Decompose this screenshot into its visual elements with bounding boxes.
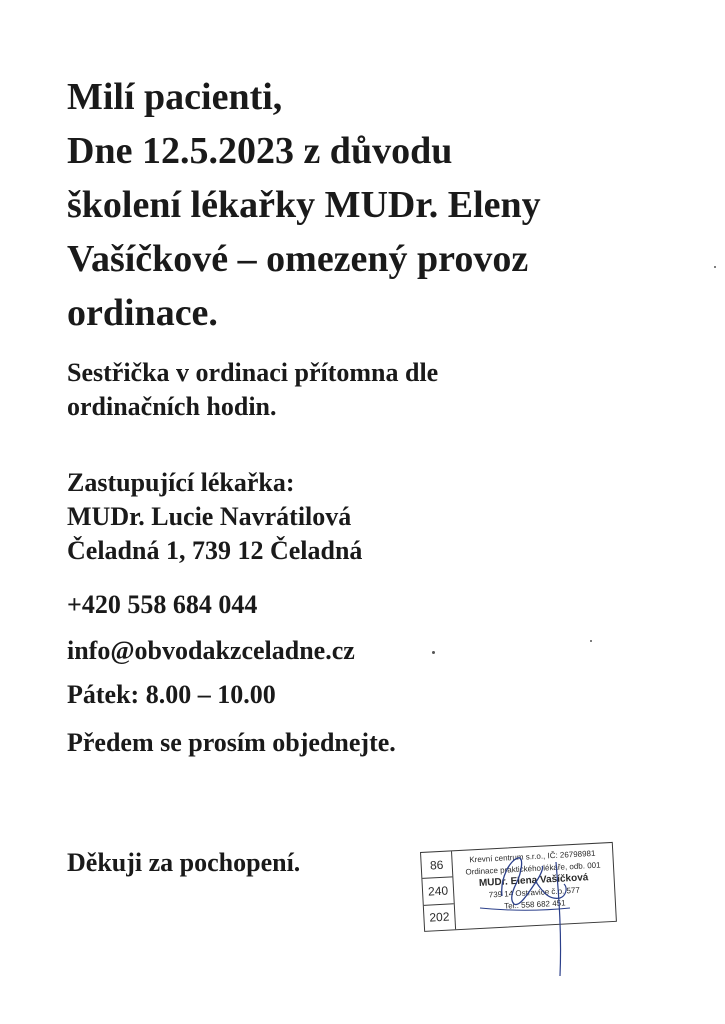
signature-icon: [440, 838, 610, 978]
heading-line-ordinace: ordinace.: [67, 292, 218, 334]
substitute-address: Čeladná 1, 739 12 Čeladná: [67, 536, 363, 565]
stamp-code: 240: [422, 878, 453, 906]
scan-speck: [714, 266, 716, 268]
booking-note: Předem se prosím objednejte.: [67, 728, 396, 757]
substitute-title: Zastupující lékařka:: [67, 468, 295, 497]
stamp-line-company: Krevní centrum s.r.o., IČ: 26798981: [469, 848, 596, 865]
nurse-note-line-2: ordinačních hodin.: [67, 392, 277, 421]
stamp-code: 86: [421, 851, 452, 879]
substitute-email: info@obvodakzceladne.cz: [67, 636, 355, 665]
stamp-line-office: Ordinace praktického lékaře, odb. 001: [465, 860, 601, 877]
heading-line-date: Dne 12.5.2023 z důvodu: [67, 130, 453, 172]
stamp-line-phone: Tel.: 558 682 451: [504, 898, 566, 911]
nurse-note: [67, 356, 438, 424]
stamp-code: 202: [429, 909, 450, 925]
heading-line-restriction: Vašíčkové – omezený provoz: [67, 238, 529, 280]
scan-speck: [590, 640, 592, 642]
substitute-name: MUDr. Lucie Navrátilová: [67, 502, 352, 531]
substitute-hours: Pátek: 8.00 – 10.00: [67, 680, 276, 709]
scan-speck: [432, 651, 435, 654]
notice-heading: [67, 70, 707, 340]
stamp-line-doctor: MUDr. Elena Vašíčková: [478, 872, 589, 889]
thanks-note: Děkuji za pochopení.: [67, 848, 301, 877]
heading-line-reason: školení lékařky MUDr. Eleny: [67, 184, 541, 226]
substitute-doctor-block: [67, 466, 362, 568]
substitute-phone: +420 558 684 044: [67, 590, 258, 619]
stamp-line-address: 739 14 Ostravice č.p. 577: [488, 885, 581, 900]
nurse-note-line-1: Sestřička v ordinaci přítomna dle: [67, 358, 439, 387]
heading-line-greeting: Milí pacienti,: [67, 76, 283, 118]
